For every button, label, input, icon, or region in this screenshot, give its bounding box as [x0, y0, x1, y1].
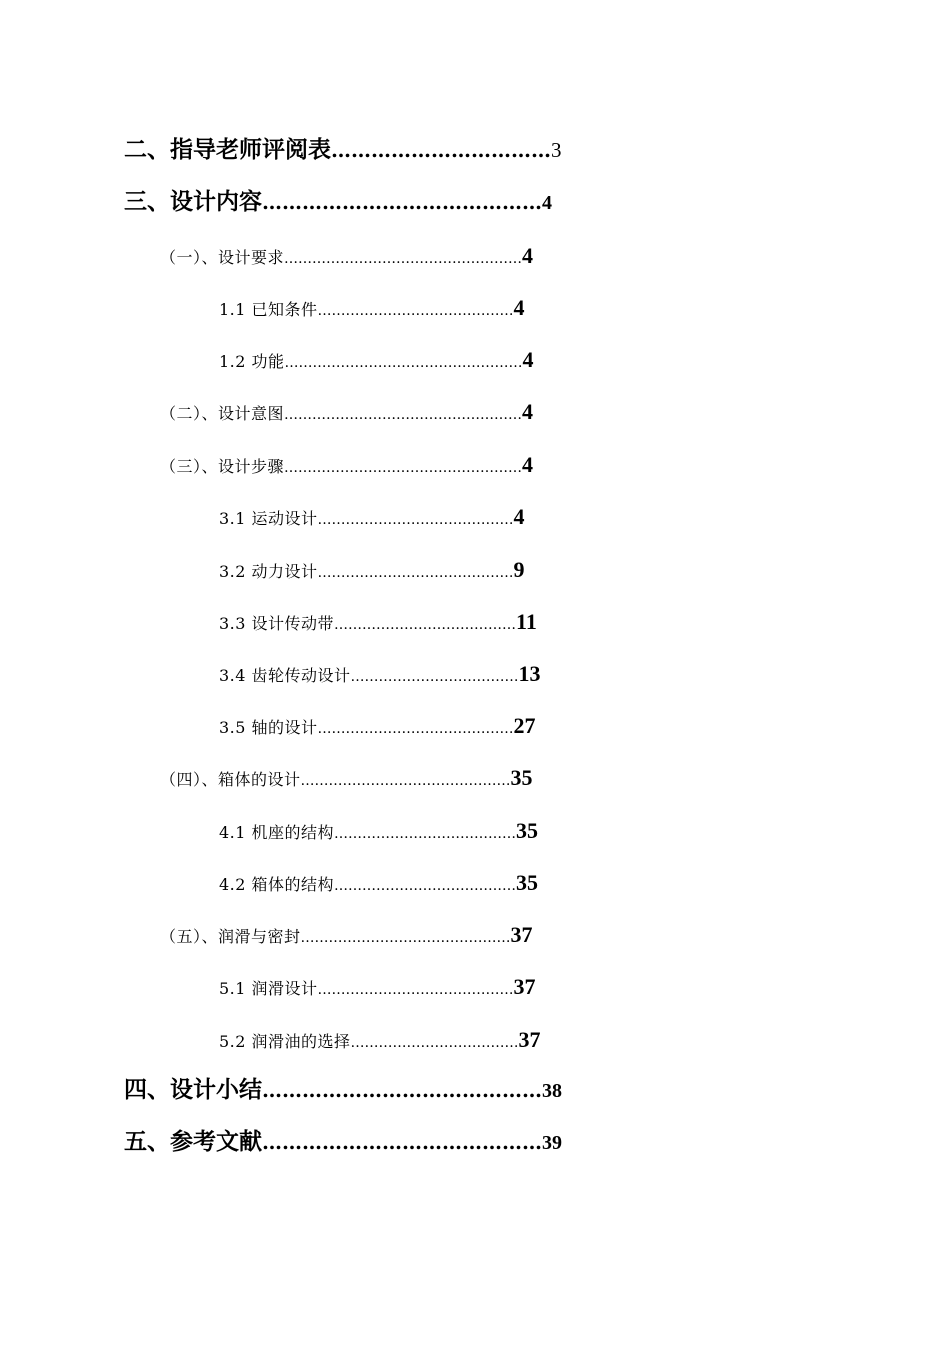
toc-page-number: 3 — [551, 138, 562, 162]
toc-entry-lubrication-design — [219, 976, 536, 998]
toc-page-number: 35 — [516, 870, 539, 895]
toc-page-number: 4 — [522, 399, 534, 424]
toc-leader-dots: …………………………………… — [262, 190, 542, 214]
toc-page-number: 37 — [510, 922, 533, 947]
toc-page-number: 4 — [522, 347, 534, 372]
toc-entry-function — [219, 349, 534, 371]
toc-entry-gear-design — [219, 663, 541, 685]
toc-entry-label: 3.5 轴的设计 — [219, 718, 318, 737]
toc-entry-housing-design — [160, 767, 533, 789]
toc-entry-motion-design — [219, 506, 525, 528]
toc-entry-design-summary — [124, 1078, 562, 1101]
toc-entry-label: 3.3 设计传动带 — [219, 614, 335, 633]
toc-entry-power-design — [219, 559, 525, 581]
toc-leader-dots: ……………………………… — [350, 1035, 519, 1051]
toc-entry-lubricant-selection — [219, 1029, 541, 1051]
toc-leader-dots: …………………………………………… — [284, 460, 523, 476]
toc-page-number: 27 — [513, 713, 536, 738]
toc-leader-dots: ………………………………… — [334, 826, 517, 842]
toc-leader-dots: ……………………………………… — [300, 930, 511, 946]
toc-entry-known-conditions — [219, 297, 525, 319]
toc-leader-dots: ………………………………… — [334, 878, 517, 894]
toc-entry-lubrication-sealing — [160, 924, 533, 946]
toc-entry-design-steps — [160, 454, 533, 476]
toc-entry-shaft-design — [219, 715, 536, 737]
toc-entry-label: （三）、设计步骤 — [160, 457, 285, 476]
toc-page-number: 9 — [513, 557, 525, 582]
toc-entry-label: （四）、箱体的设计 — [160, 770, 301, 789]
toc-leader-dots: …………………………………… — [262, 1130, 542, 1154]
toc-entry-design-requirements — [160, 245, 533, 267]
toc-entry-label: （二）、设计意图 — [160, 404, 285, 423]
toc-leader-dots: …………………………………… — [317, 512, 514, 528]
toc-entry-label: 二、指导老师评阅表 — [124, 136, 331, 163]
toc-entry-label: 三、设计内容 — [124, 188, 262, 215]
toc-entry-label: 1.2 功能 — [219, 352, 285, 371]
toc-leader-dots: ……………………………………… — [300, 773, 511, 789]
toc-page-number: 4 — [513, 504, 525, 529]
toc-page-number: 4 — [542, 192, 552, 214]
toc-entry-label: 五、参考文献 — [124, 1128, 262, 1155]
toc-leader-dots: ……………………………… — [350, 669, 519, 685]
toc-page-number: 35 — [510, 765, 533, 790]
toc-page-number: 35 — [516, 818, 539, 843]
toc-entry-label: 1.1 已知条件 — [219, 300, 318, 319]
toc-entry-label: 4.1 机座的结构 — [219, 823, 335, 842]
toc-page-number: 37 — [513, 974, 536, 999]
toc-leader-dots: …………………………………………… — [284, 407, 523, 423]
toc-entry-belt-design — [219, 611, 537, 633]
toc-entry-reviewer-form — [124, 138, 562, 161]
toc-leader-dots: …………………………………………… — [284, 355, 523, 371]
toc-leader-dots: …………………………… — [331, 138, 551, 162]
toc-entry-label: 四、设计小结 — [124, 1076, 262, 1103]
toc-page-number: 39 — [542, 1132, 562, 1154]
toc-entry-label: 3.1 运动设计 — [219, 509, 318, 528]
toc-entry-label: （一）、设计要求 — [160, 248, 285, 267]
toc-entry-references — [124, 1130, 562, 1153]
toc-leader-dots: …………………………………… — [317, 982, 514, 998]
toc-entry-label: 4.2 箱体的结构 — [219, 875, 335, 894]
toc-page-number: 4 — [522, 452, 534, 477]
toc-entry-design-content — [124, 190, 552, 213]
toc-page-number: 4 — [522, 243, 534, 268]
toc-page-number: 13 — [518, 661, 541, 686]
toc-leader-dots: …………………………………… — [317, 303, 514, 319]
toc-leader-dots: …………………………………… — [317, 565, 514, 581]
toc-page-number: 11 — [516, 609, 537, 634]
toc-leader-dots: …………………………………… — [262, 1078, 542, 1102]
toc-leader-dots: …………………………………… — [317, 721, 514, 737]
toc-entry-label: 5.2 润滑油的选择 — [219, 1032, 351, 1051]
toc-page-number: 38 — [542, 1080, 562, 1102]
toc-entry-label: 3.4 齿轮传动设计 — [219, 666, 351, 685]
toc-entry-base-structure — [219, 820, 538, 842]
toc-leader-dots: …………………………………………… — [284, 251, 523, 267]
toc-entry-label: 3.2 动力设计 — [219, 562, 318, 581]
toc-page-number: 4 — [513, 295, 525, 320]
toc-entry-housing-structure — [219, 872, 538, 894]
toc-entry-design-intent — [160, 401, 533, 423]
toc-leader-dots: ………………………………… — [334, 617, 517, 633]
toc-entry-label: （五）、润滑与密封 — [160, 927, 301, 946]
toc-page-number: 37 — [518, 1027, 541, 1052]
toc-entry-label: 5.1 润滑设计 — [219, 979, 318, 998]
